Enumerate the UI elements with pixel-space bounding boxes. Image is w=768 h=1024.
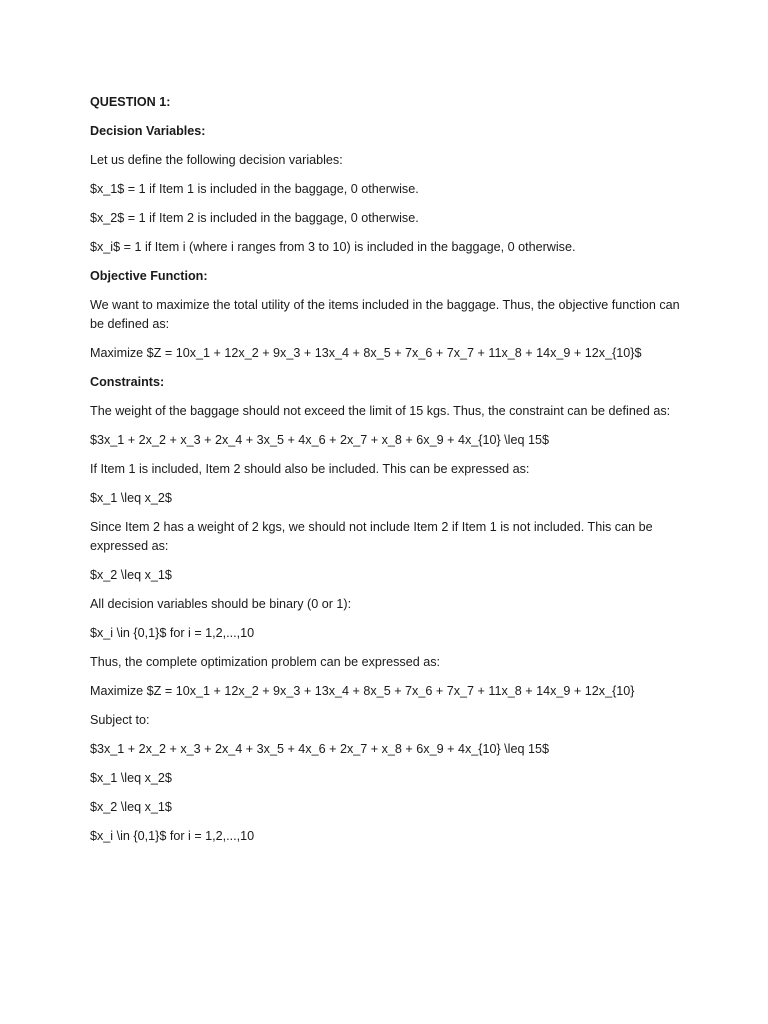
subject-to-label: Subject to: (90, 713, 150, 727)
weight-constraint-formula: $3x_1 + 2x_2 + x_3 + 2x_4 + 3x_5 + 4x_6 + 2x_7 + x_8 + 6x_9 + 4x_{10} \leq 15$ (90, 433, 549, 447)
item1-constraint-formula: $x_1 \leq x_2$ (90, 491, 172, 505)
weight-constraint-description: The weight of the baggage should not exceed the limit of 15 kgs. Thus, the constraint can be defined as: (90, 404, 671, 418)
binary-constraint-description: All decision variables should be binary (0 or 1): (90, 597, 352, 611)
objective-description: We want to maximize the total utility of the items included in the baggage. Thus, the objective function can be defined as: (90, 298, 680, 331)
document-page (90, 93, 690, 856)
objective-formula: Maximize $Z = 10x_1 + 12x_2 + 9x_3 + 13x_4 + 8x_5 + 7x_6 + 7x_7 + 11x_8 + 14x_9 + 12x_{10}$ (90, 346, 642, 360)
complete-binary-constraint: $x_i \in {0,1}$ for i = 1,2,...,10 (90, 829, 255, 843)
item2-constraint-formula: $x_2 \leq x_1$ (90, 568, 172, 582)
complete-objective-formula: Maximize $Z = 10x_1 + 12x_2 + 9x_3 + 13x_4 + 8x_5 + 7x_6 + 7x_7 + 11x_8 + 14x_9 + 12x_{10} (90, 684, 635, 698)
complete-item1-constraint: $x_1 \leq x_2$ (90, 771, 172, 785)
constraints-heading: Constraints: (90, 375, 165, 389)
complete-problem-description: Thus, the complete optimization problem can be expressed as: (90, 655, 441, 669)
decision-intro: Let us define the following decision variables: (90, 153, 343, 167)
variable-xi-definition: $x_i$ = 1 if Item i (where i ranges from 3 to 10) is included in the baggage, 0 otherwise. (90, 240, 576, 254)
item2-constraint-description: Since Item 2 has a weight of 2 kgs, we should not include Item 2 if Item 1 is not included. This can be expressed as: (90, 520, 653, 553)
complete-weight-constraint: $3x_1 + 2x_2 + x_3 + 2x_4 + 3x_5 + 4x_6 + 2x_7 + x_8 + 6x_9 + 4x_{10} \leq 15$ (90, 742, 549, 756)
complete-item2-constraint: $x_2 \leq x_1$ (90, 800, 172, 814)
variable-x2-definition: $x_2$ = 1 if Item 2 is included in the baggage, 0 otherwise. (90, 211, 419, 225)
objective-function-heading: Objective Function: (90, 269, 208, 283)
item1-constraint-description: If Item 1 is included, Item 2 should also be included. This can be expressed as: (90, 462, 530, 476)
question-title: QUESTION 1: (90, 95, 171, 109)
decision-variables-heading: Decision Variables: (90, 124, 206, 138)
variable-x1-definition: $x_1$ = 1 if Item 1 is included in the baggage, 0 otherwise. (90, 182, 419, 196)
binary-constraint-formula: $x_i \in {0,1}$ for i = 1,2,...,10 (90, 626, 255, 640)
